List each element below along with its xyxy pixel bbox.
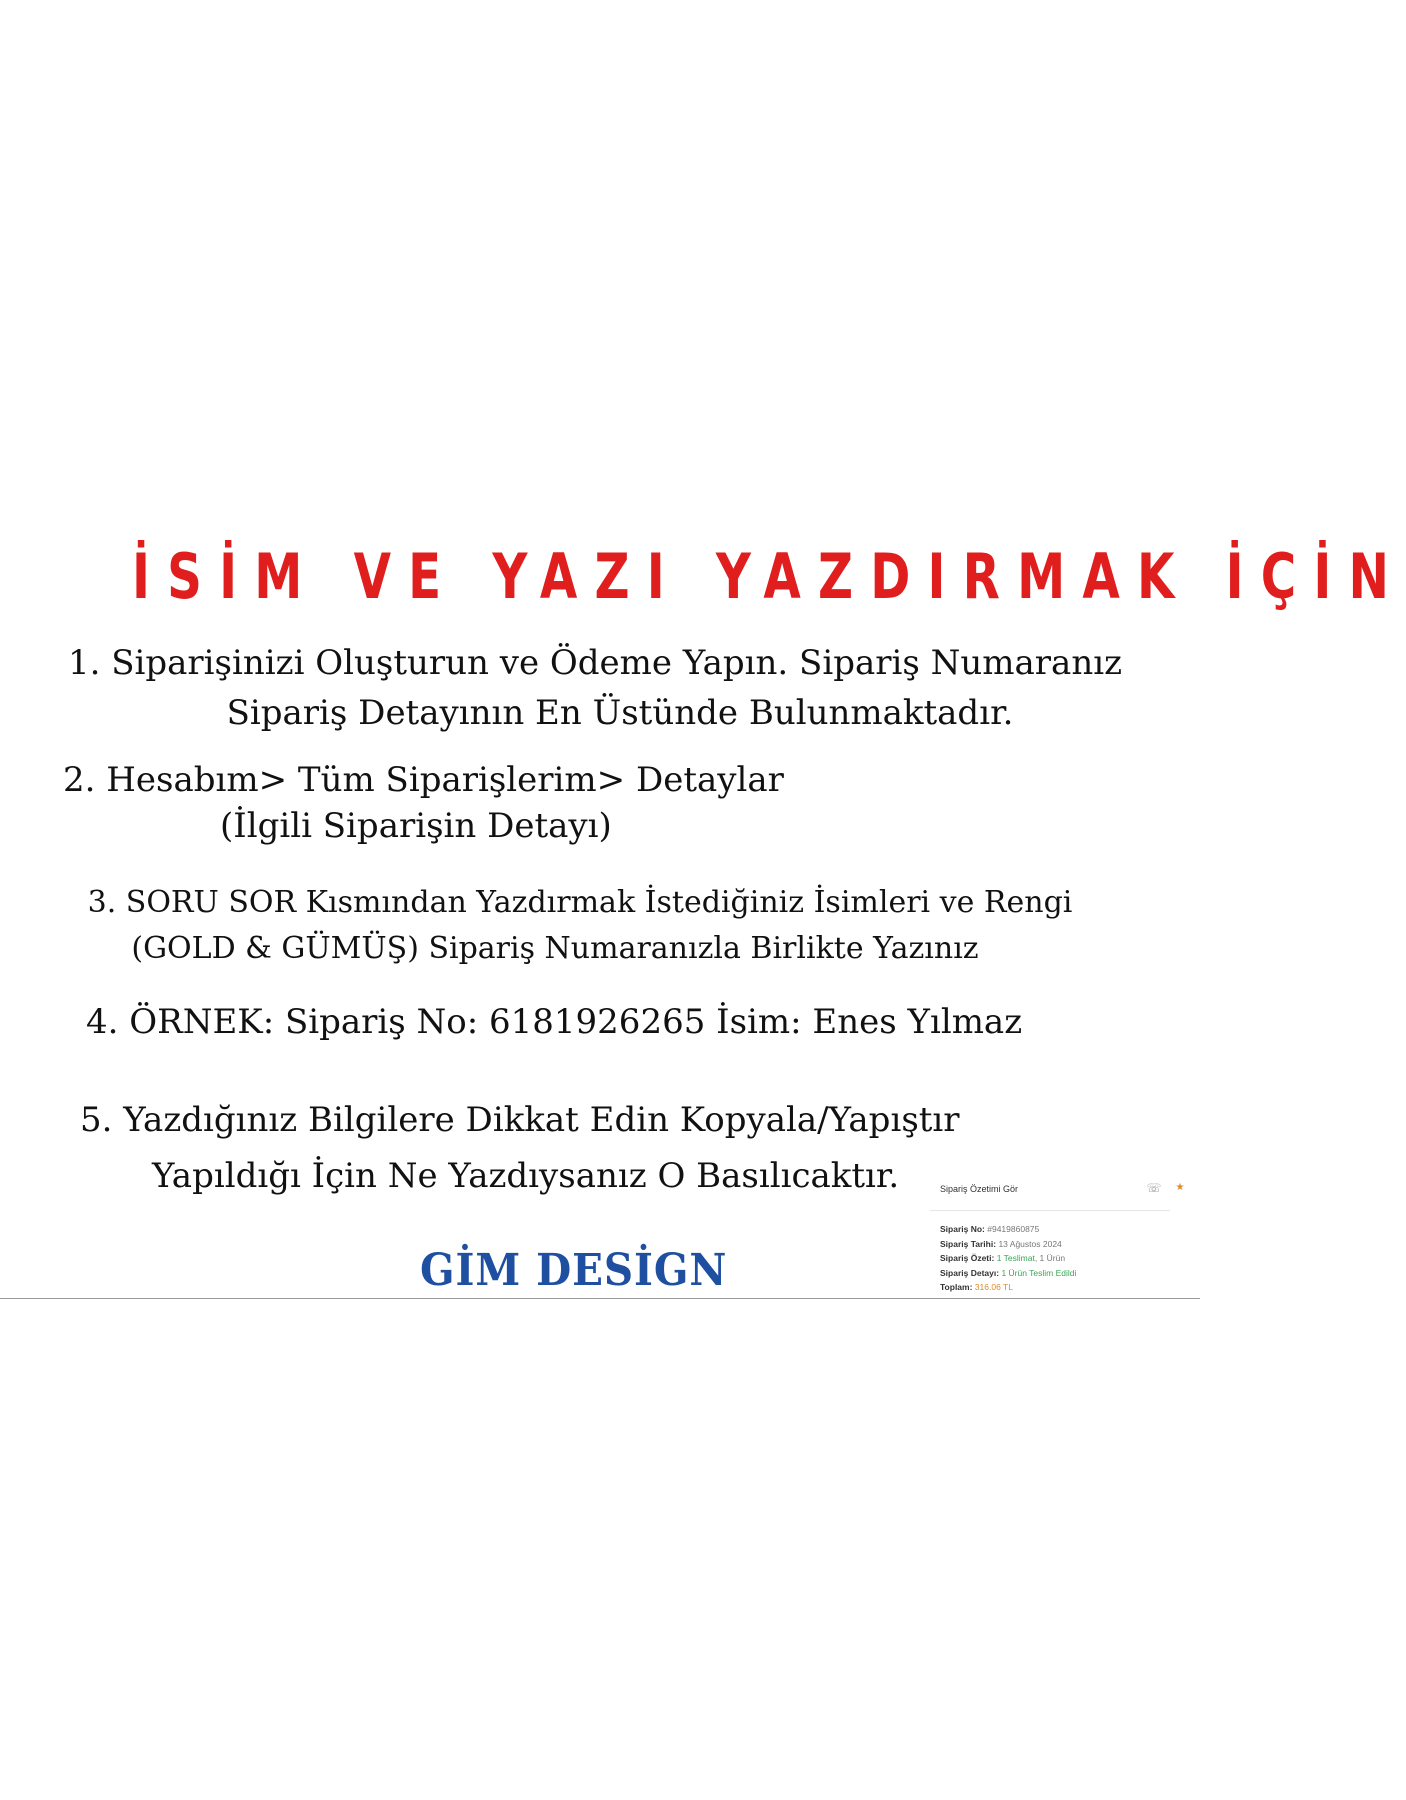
step-5-line-1: 5. Yazdığınız Bilgilere Dikkat Edin Kopyala/Yapıştır [80, 1100, 960, 1140]
step-1-line-2: Sipariş Detayının En Üstünde Bulunmaktadır. [226, 693, 1014, 733]
order-date-row [940, 1237, 1076, 1252]
order-total-row [940, 1280, 1076, 1295]
order-overview-items: , 1 Ürün [1034, 1253, 1066, 1263]
order-summary-divider [930, 1210, 1170, 1211]
instruction-step-4 [0, 998, 1200, 1046]
instruction-step-2 [0, 757, 1200, 849]
order-detail-row [940, 1266, 1076, 1281]
order-number-value: #9419860875 [987, 1224, 1040, 1234]
order-detail-value[interactable]: 1 Ürün Teslim Edildi [1001, 1267, 1077, 1278]
brand-logo: GİM DESİGN [420, 1245, 728, 1296]
order-number-label: Sipariş No: [940, 1224, 985, 1234]
instruction-step-3 [0, 880, 1200, 972]
order-summary-rows [940, 1222, 1076, 1295]
headset-icon: ☏ [1146, 1181, 1162, 1195]
order-total-label: Toplam: [940, 1282, 973, 1292]
step-3-line-2: (GOLD & GÜMÜŞ) Sipariş Numaranızla Birlikte Yazınız [131, 931, 979, 966]
order-total-value: 316.06 TL [974, 1282, 1013, 1292]
order-date-label: Sipariş Tarihi: [940, 1238, 997, 1249]
order-overview-delivery[interactable]: 1 Teslimat [996, 1253, 1035, 1263]
step-4-line-1: 4. ÖRNEK: Sipariş No: 6181926265 İsim: Enes Yılmaz [86, 1002, 1023, 1042]
step-2-line-2: (İlgili Siparişin Detayı) [220, 806, 612, 846]
instruction-step-1 [0, 638, 1200, 738]
order-overview-row [940, 1251, 1076, 1266]
order-summary-screenshot [930, 1170, 1200, 1298]
step-1-line-1: 1. Siparişinizi Oluşturun ve Ödeme Yapın. Sipariş Numaranız [67, 643, 1123, 683]
bottom-divider [0, 1298, 1200, 1299]
step-2-line-1: 2. Hesabım> Tüm Siparişlerim> Detaylar [63, 760, 784, 800]
page-title: İSİM VE YAZI YAZDIRMAK İÇİN [132, 540, 1406, 613]
order-date-value: 13 Ağustos 2024 [998, 1238, 1062, 1249]
star-icon: ★ [1175, 1182, 1185, 1193]
order-number-row [940, 1222, 1076, 1237]
order-summary-heading: Sipariş Özetimi Gör [940, 1184, 1019, 1194]
step-5-line-2: Yapıldığı İçin Ne Yazdıysanız O Basılıcaktır. [152, 1156, 900, 1196]
order-overview-label: Sipariş Özeti: [940, 1253, 995, 1263]
order-detail-label: Sipariş Detayı: [940, 1267, 1000, 1278]
step-3-line-1: 3. SORU SOR Kısmından Yazdırmak İstediğiniz İsimleri ve Rengi [87, 885, 1073, 920]
